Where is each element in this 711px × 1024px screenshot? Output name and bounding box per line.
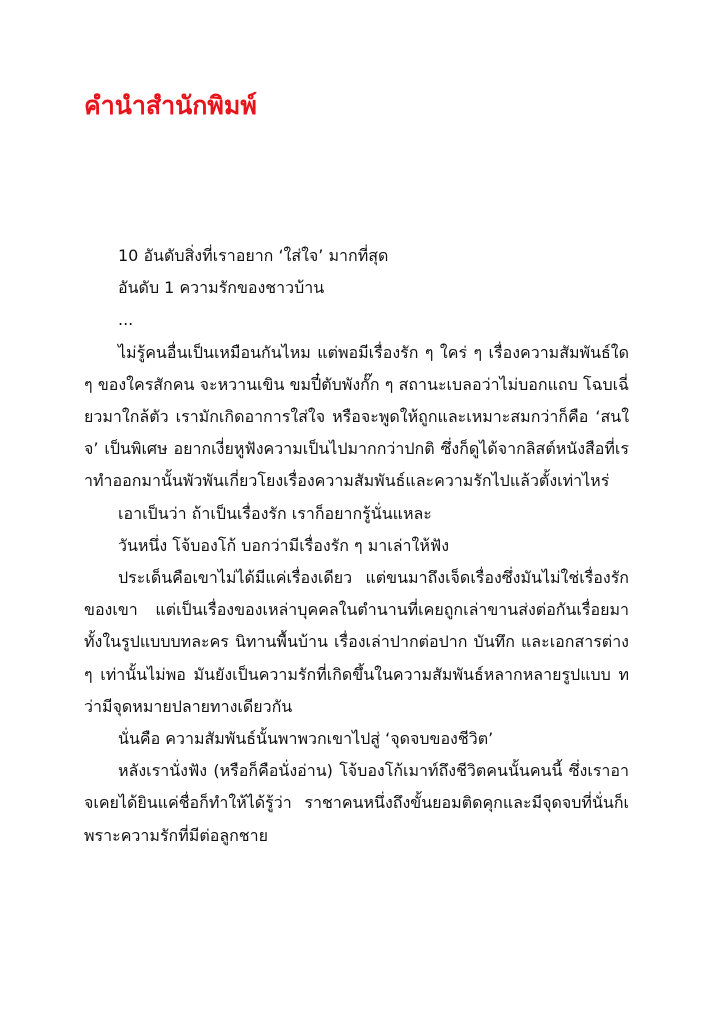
paragraph: 10 อันดับสิ่งที่เราอยาก ‘ใส่ใจ’ มากที่สุด <box>118 246 389 265</box>
paragraph: เอาเป็นว่า ถ้าเป็นเรื่องรัก เราก็อยากรู้นั่นแหละ <box>118 503 432 523</box>
paragraph: ไม่รู้คนอื่นเป็นเหมือนกันไหม แต่พอมีเรื่องรัก ๆ ใคร่ ๆ เรื่องความสัมพันธ์ใด ๆ ของใครสักคน จะหวานเขิน ขมปี๋ตับพังกั๊ก ๆ สถานะเบลอว่าไม่บอกแถบ โฉบเฉี่ยวมาใกล้ตัว เรามักเกิดอาการใส่ใจ หรือจะพูดให้ถูกและเหมาะสมกว่าก็คือ ‘สนใจ’ เป็นพิเศษ อยากเงี่ยหูฟังความเป็นไปมากกว่าปกติ ซึ่งก็ดูได้จากลิสต์หนังสือที่เราทำออกมานั้นพัวพันเกี่ยวโยงเรื่องความสัมพันธ์และความรักไปแล้วตั้งเท่าไหร่ <box>84 342 629 491</box>
paragraph: อันดับ 1 ความรักของชาวบ้าน <box>118 278 325 298</box>
paragraph: นั่นคือ ความสัมพันธ์นั้นพาพวกเขาไปสู่ ‘จุดจบของชีวิต’ <box>118 729 494 749</box>
preface-title: คำนำสำนักพิมพ์ <box>84 91 257 120</box>
paragraph: ประเด็นคือเขาไม่ได้มีแค่เรื่องเดียว แต่ขนมาถึงเจ็ดเรื่องซึ่งมันไม่ใช่เรื่องรักของเขา แต่เป็นเรื่องของเหล่าบุคคลในตำนานที่เคยถูกเล่าขานส่งต่อกันเรื่อยมา ทั้งในรูปแบบบทละคร นิทานพื้นบ้าน เรื่องเล่าปากต่อปาก บันทึก และเอกสารต่าง ๆ เท่านั้นไม่พอ มันยังเป็นความรักที่เกิดขึ้นในความสัมพันธ์หลากหลายรูปแบบ ทว่ามีจุดหมายปลายทางเดียวกัน <box>84 568 629 716</box>
paragraph: วันหนึ่ง โจ้บองโก้ บอกว่ามีเรื่องรัก ๆ มาเล่าให้ฟัง <box>118 535 450 555</box>
paragraph: หลังเรานั่งฟัง (หรือก็คือนั่งอ่าน) โจ้บองโก้เมาท์ถึงชีวิตคนนั้นคนนี้ ซึ่งเราอาจเคยได้ยินแค่ชื่อก็ทำให้ได้รู้ว่า ราชาคนหนึ่งถึงขั้นยอมติดคุกและมีจุดจบที่นั่นก็เพราะความรักที่มีต่อลูกชาย <box>84 761 629 845</box>
paragraph-ellipsis: ... <box>118 310 134 330</box>
preface-body <box>84 240 629 852</box>
